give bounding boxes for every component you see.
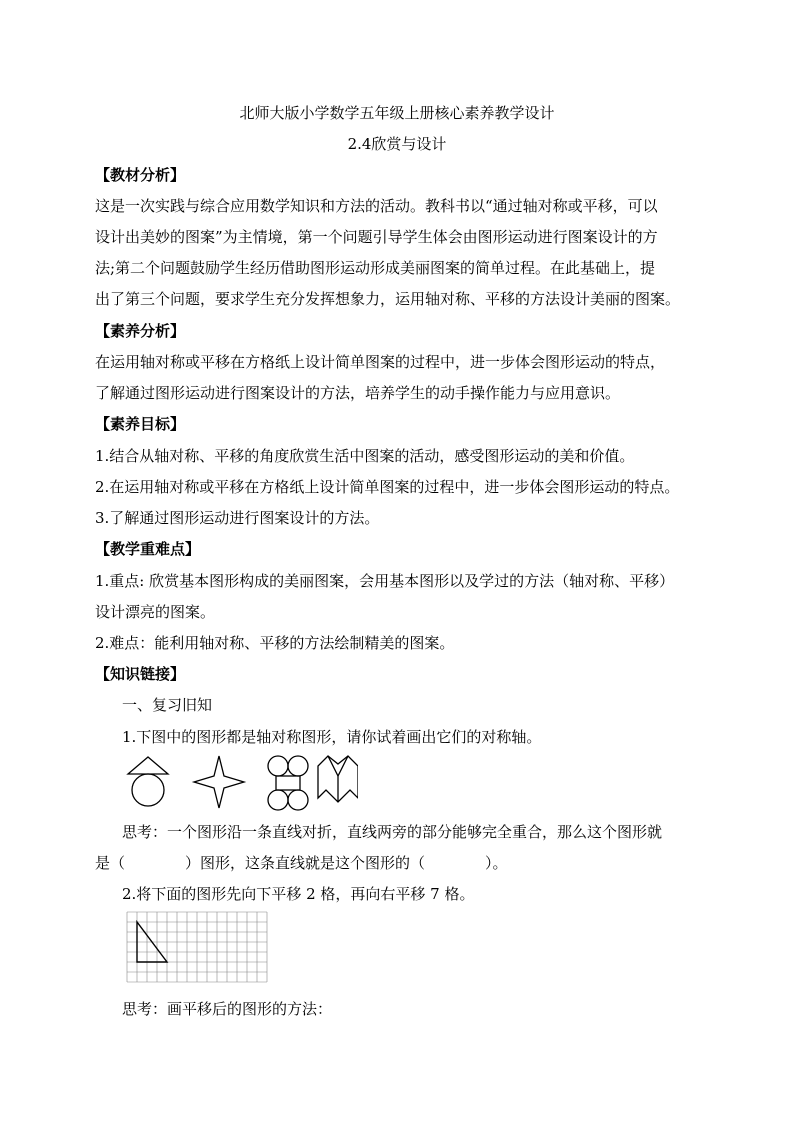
section-heading-literacy-goals: 【素养目标】 (95, 415, 186, 433)
paragraph-line: 了解通过图形运动进行图案设计的方法，培养学生的动手操作能力与应用意识。 (95, 384, 621, 402)
section-heading-literacy-analysis: 【素养分析】 (95, 322, 186, 340)
document-title: 北师大版小学数学五年级上册核心素养教学设计 (239, 104, 555, 122)
circles-square-figure (268, 756, 308, 810)
goal-item: 3.了解通过图形运动进行图案设计的方法。 (95, 509, 380, 527)
four-point-star-figure (194, 756, 244, 808)
think-1-line-a: 思考：一个图形沿一条直线对折，直线两旁的部分能够完全重合，那么这个图形就 (122, 823, 663, 841)
triangle-circle-figure (128, 757, 168, 806)
paragraph-line: 出了第三个问题，要求学生充分发挥想象力，运用轴对称、平移的方法设计美丽的图案。 (95, 290, 681, 308)
translation-grid (125, 910, 271, 986)
paragraph-line: 设计漂亮的图案。 (95, 603, 216, 621)
chevron-figure (318, 756, 358, 802)
paragraph-line: 法;第二个问题鼓励学生经历借助图形运动形成美丽图案的简单过程。在此基础上，提 (95, 259, 656, 277)
paragraph-line: 2.难点：能利用轴对称、平移的方法绘制精美的图案。 (95, 634, 455, 652)
paragraph-line: 在运用轴对称或平移在方格纸上设计简单图案的过程中，进一步体会图形运动的特点， (95, 353, 666, 371)
paragraph-line: 这是一次实践与综合应用数学知识和方法的活动。教科书以“通过轴对称或平移，可以 (95, 197, 658, 215)
symmetric-figures (118, 754, 358, 812)
think-1-line-b: 是（ ）图形，这条直线就是这个图形的（ ）。 (95, 854, 508, 872)
paragraph-line: 设计出美妙的图案”为主情境，第一个问题引导学生体会由图形运动进行图案设计的方 (95, 228, 658, 246)
goal-item: 1.结合从轴对称、平移的角度欣赏生活中图案的活动，感受图形运动的美和价值。 (95, 447, 635, 465)
goal-item: 2.在运用轴对称或平移在方格纸上设计简单图案的过程中，进一步体会图形运动的特点。 (95, 478, 680, 496)
think-2: 思考：画平移后的图形的方法： (122, 1000, 333, 1018)
document-subtitle: 2.4欣赏与设计 (347, 135, 447, 153)
question-1: 1.下图中的图形都是轴对称图形，请你试着画出它们的对称轴。 (122, 728, 542, 746)
paragraph-line: 1.重点: 欣赏基本图形构成的美丽图案，会用基本图形以及学过的方法（轴对称、平移） (95, 572, 675, 590)
review-heading: 一、复习旧知 (122, 696, 213, 714)
question-2: 2.将下面的图形先向下平移 2 格，再向右平移 7 格。 (122, 885, 475, 903)
section-heading-key-difficulties: 【教学重难点】 (95, 540, 201, 558)
section-heading-textbook-analysis: 【教材分析】 (95, 166, 186, 184)
section-heading-knowledge-link: 【知识链接】 (95, 665, 186, 683)
